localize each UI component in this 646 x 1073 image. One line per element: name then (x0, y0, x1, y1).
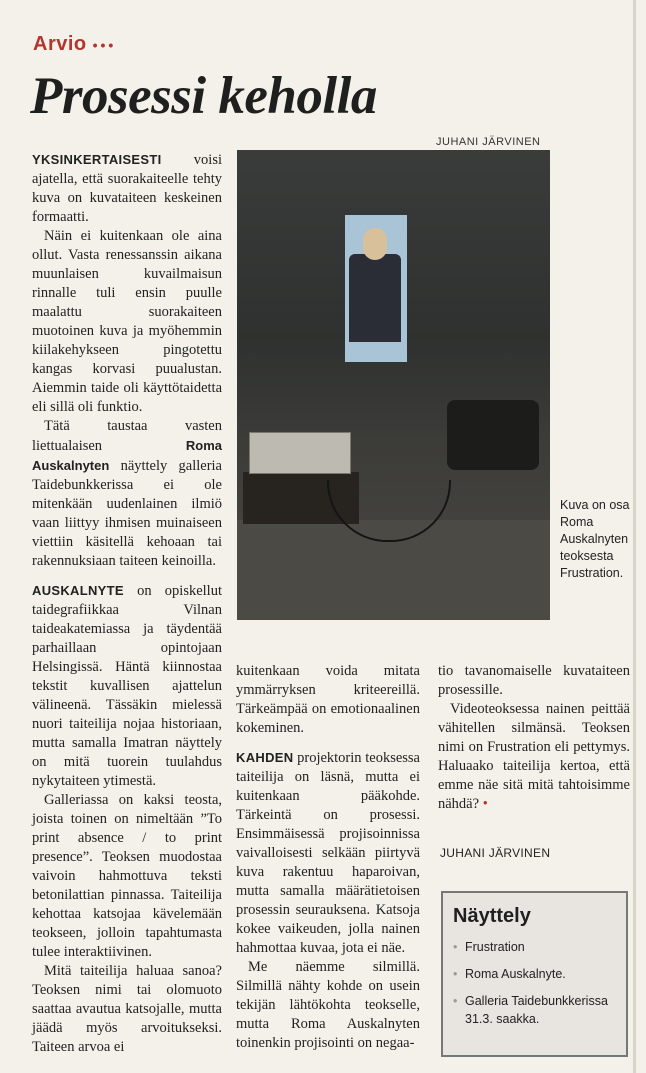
lead-caps: YKSINKERTAISESTI (32, 152, 162, 167)
paragraph (32, 150, 222, 227)
headline: Prosessi keholla (30, 67, 377, 125)
section-kicker (33, 33, 116, 56)
page-edge (633, 0, 636, 1073)
paragraph-text: Tätä taustaa vasten liettualaisen (32, 418, 222, 454)
kicker-label: Arvio (33, 33, 87, 55)
exhibition-infobox (441, 891, 628, 1057)
projector (249, 432, 351, 474)
projected-head (363, 228, 387, 260)
lead-caps: AUSKALNYTE (32, 583, 124, 598)
paragraph (236, 748, 420, 958)
byline-bottom: JUHANI JÄRVINEN (440, 846, 551, 860)
column-2 (236, 662, 420, 1053)
paragraph (32, 581, 222, 791)
paragraph-text: Videoteoksessa nainen peittää vähitellen silmänsä. Teoksen nimi on Frustration eli pettymys. Haluaako taiteilija kertoa, että emme näe sitä mitä tahtoisimme nähdä? (438, 701, 630, 812)
paragraph-text: on opiskellut taidegrafiikkaa Vilnan taideakatemiassa ja täydentää parhaillaan opintojaan Helsingissä. Häntä kiinnostaa tekstit kuvallisen ajattelun välineenä. Tässäkin mielessä nuori taiteilija nojaa historiaan, mutta samalla Imatran näyttely on mitä tuorein tuulahdus nykytaiteen ytimestä. (32, 583, 222, 789)
article-photo (237, 150, 550, 620)
kicker-dots: ••• (92, 37, 117, 53)
paragraph: Galleriassa on kaksi teosta, joista toinen on nimeltään ”To print absence / to print presence”. Teoksen muodostaa vaivoin hahmottuva teksti betonilattian pinnassa. Taiteilija kehottaa katsojaa kävelemään teokseen, jolloin tapahtumasta tulee interaktiivinen. (32, 792, 222, 960)
paragraph: Näin ei kuitenkaan ole aina ollut. Vasta renessanssin aikana muunlaisen kuvailmaisun rinnalle tuli ensin puulle maalattu suorakaiteen muotoinen kuva ja myöhemmin kiilakehykseen pingotettu kangas korvasi puualustan. Aiemmin taide oli käyttötaidetta eli sillä oli funktio. (32, 228, 222, 415)
byline-top: JUHANI JÄRVINEN (436, 136, 541, 148)
end-mark: • (482, 796, 488, 812)
paragraph-text: projektorin teoksessa taiteilija on läsnä, mutta ei kuitenkaan pääkohde. Tärkeintä on prosessi. Ensimmäisessä projisoinnissa vaivalloisesti selkään piirtyvä kuva rakentuu haparoivan, mutta samalla määrätietoisen prosessin seurauksena. Katsoja kokee vaikeuden, jolla nainen hahmottaa kuvaa, jota ei näe. (236, 750, 420, 956)
lead-caps: KAHDEN (236, 750, 294, 765)
photo-caption: Kuva on osa Roma Auskalnyten teoksesta Frustration. (560, 498, 630, 580)
infobox-item: • Roma Auskalnyte. (453, 965, 621, 983)
paragraph-text: näyttely galleria Taidebunkkerissa ei ole mitenkään uudenlainen ilmiö vaan liittyy ihmisen muinaiseen viettiin käsitellä kehoaan tai rakennuksiaan taiteen keinoilla. (32, 458, 222, 569)
paragraph: Mitä taiteilija haluaa sanoa? Teoksen nimi tai olomuoto saattaa avautua katsojalle, mutta jäädä myös arvoitukseksi. Taiteen arvoa ei (32, 963, 222, 1055)
infobox-item: • Galleria Taidebunkkerissa 31.3. saakka. (453, 992, 621, 1028)
paragraph (32, 417, 222, 571)
paragraph (438, 700, 630, 814)
paragraph: kuitenkaan voida mitata ymmärryksen kriteereillä. Tärkeämpää on emotionaalinen kokeminen. (236, 663, 420, 736)
column-1 (32, 150, 222, 1057)
column-3 (438, 662, 630, 814)
paragraph: tio tavanomaiselle kuvataiteen prosessille. (438, 663, 630, 698)
projected-figure (349, 254, 401, 342)
paragraph: Me näemme silmillä. Silmillä nähty kohde on usein tekijän lähtökohta teokselle, mutta Roma Auskalnyten toinenkin projisointi on negaa- (236, 959, 420, 1051)
infobox-title: Näyttely (453, 905, 531, 927)
artist-name: Roma Auskalnyten (32, 438, 222, 473)
paragraph-text: voisi ajatella, että suorakaiteelle tehty kuva on kuvataiteen keskeinen formaatti. (32, 152, 222, 225)
equipment (447, 400, 539, 470)
infobox-list (453, 938, 621, 1037)
infobox-item: • Frustration (453, 938, 621, 956)
